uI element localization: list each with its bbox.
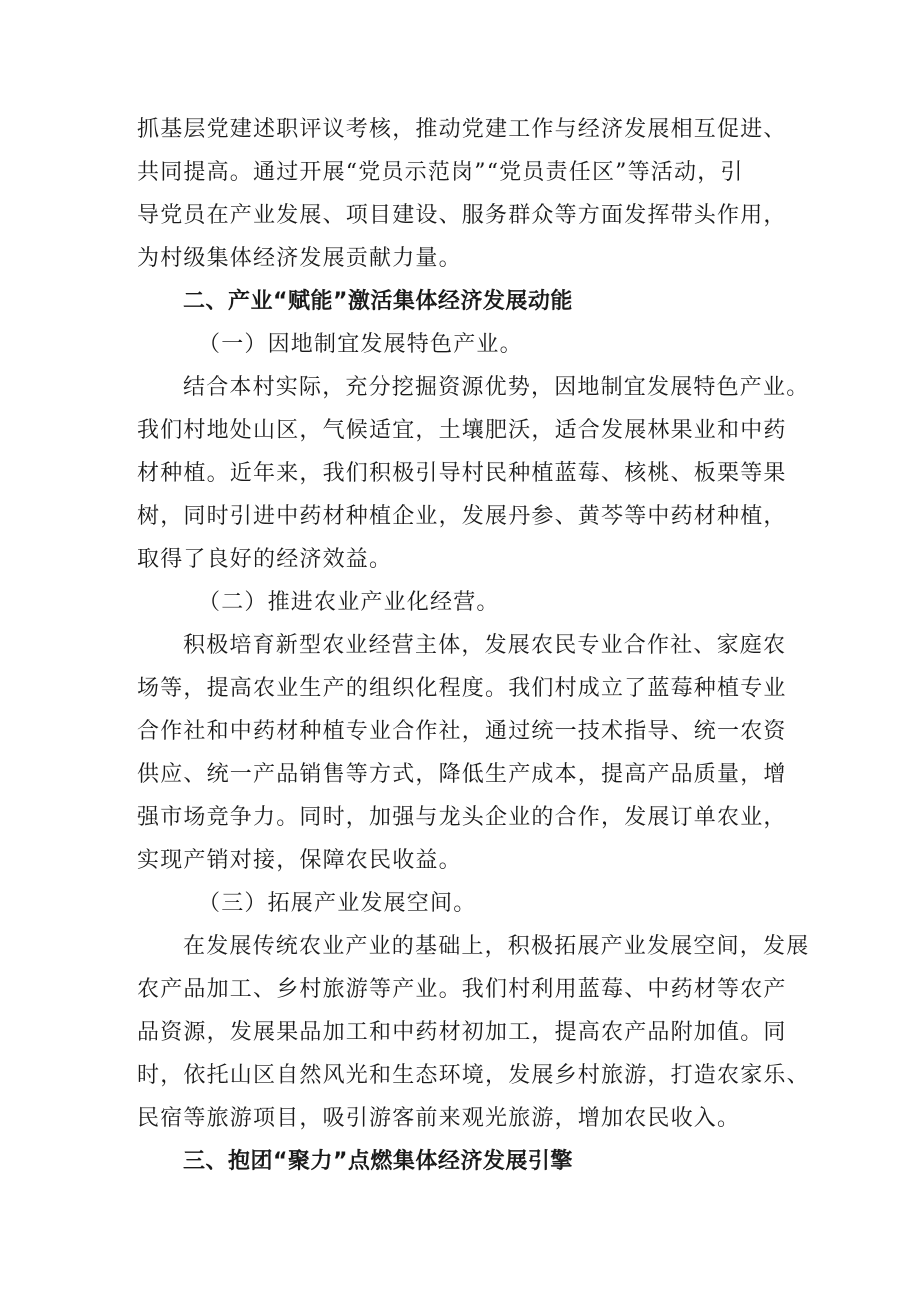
paragraph-line: 材种植。近年来，我们积极引导村民种植蓝莓、核桃、板栗等果 xyxy=(137,461,787,486)
subsection-title: （一）因地制宜发展特色产业。 xyxy=(198,332,523,357)
paragraph-line: 民宿等旅游项目，吸引游客前来观光旅游，增加农民收入。 xyxy=(137,1106,741,1131)
paragraph-line: 农产品加工、乡村旅游等产业。我们村利用蓝莓、中药材等农产 xyxy=(137,977,787,1002)
paragraph-line: 结合本村实际，充分挖掘资源优势，因地制宜发展特色产业。 xyxy=(183,375,810,400)
subsection-title: （二）推进农业产业化经营。 xyxy=(198,590,500,615)
paragraph-line: 为村级集体经济发展贡献力量。 xyxy=(137,246,462,271)
paragraph-line: 合作社和中药材种植专业合作社，通过统一技术指导、统一农资 xyxy=(137,719,787,744)
paragraph-line: 积极培育新型农业经营主体，发展农民专业合作社、家庭农 xyxy=(183,633,787,658)
paragraph-line: 抓基层党建述职评议考核，推动党建工作与经济发展相互促进、 xyxy=(137,117,787,142)
section-heading: 三、抱团“聚力”点燃集体经济发展引擎 xyxy=(183,1149,573,1174)
subsection-title: （三）拓展产业发展空间。 xyxy=(198,891,477,916)
paragraph-line: 导党员在产业发展、项目建设、服务群众等方面发挥带头作用， xyxy=(137,203,787,228)
section-heading: 二、产业“赋能”激活集体经济发展动能 xyxy=(183,289,573,314)
paragraph-line: 我们村地处山区，气候适宜，土壤肥沃，适合发展林果业和中药 xyxy=(137,418,787,443)
paragraph-line: 场等，提高农业生产的组织化程度。我们村成立了蓝莓种植专业 xyxy=(137,676,787,701)
paragraph-line: 实现产销对接，保障农民收益。 xyxy=(137,848,462,873)
paragraph-line: 共同提高。通过开展“党员示范岗”“党员责任区”等活动，引 xyxy=(137,160,744,185)
paragraph-line: 树，同时引进中药材种植企业，发展丹参、黄芩等中药材种植， xyxy=(137,504,787,529)
paragraph-line: 取得了良好的经济效益。 xyxy=(137,547,393,572)
paragraph-line: 供应、统一产品销售等方式，降低生产成本，提高产品质量，增 xyxy=(137,762,787,787)
paragraph-line: 在发展传统农业产业的基础上，积极拓展产业发展空间，发展 xyxy=(183,934,810,959)
paragraph-line: 品资源，发展果品加工和中药材初加工，提高农产品附加值。同 xyxy=(137,1020,787,1045)
paragraph-line: 强市场竞争力。同时，加强与龙头企业的合作，发展订单农业， xyxy=(137,805,787,830)
paragraph-line: 时，依托山区自然风光和生态环境，发展乡村旅游，打造农家乐、 xyxy=(137,1063,810,1088)
